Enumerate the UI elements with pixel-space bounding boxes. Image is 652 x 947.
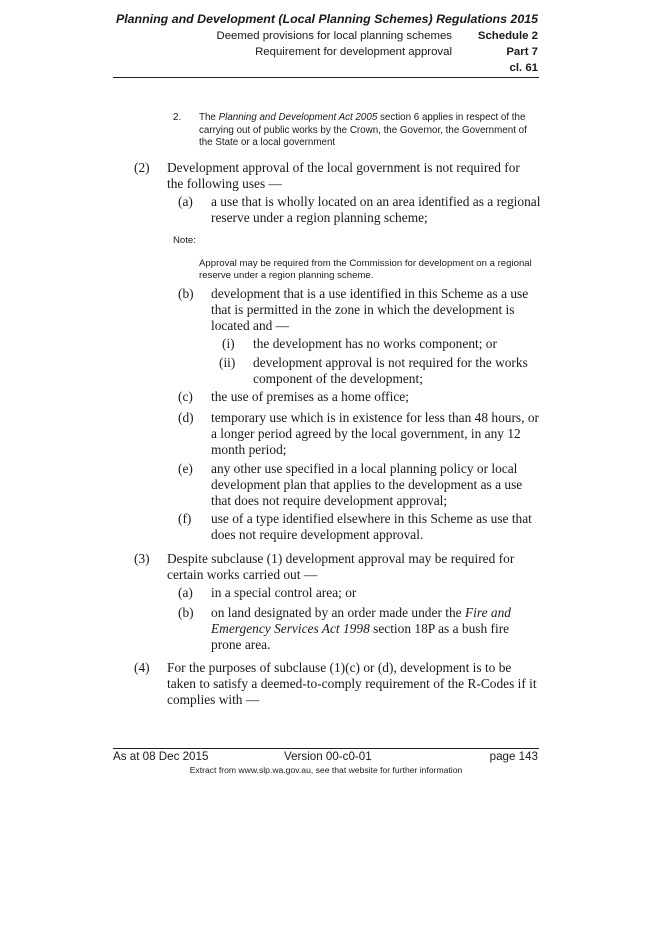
- paragraph-label: (a): [178, 194, 193, 209]
- note-text: Approval may be required from the Commission for development on a regional reserve under a region planning scheme.: [199, 258, 532, 282]
- subclause-label: (2): [134, 160, 150, 175]
- document-title: Planning and Development (Local Planning Schemes) Regulations 2015: [115, 12, 538, 26]
- note-number: 2.: [173, 112, 182, 123]
- subclause-label: (4): [134, 660, 150, 675]
- subparagraph-text: development approval is not required for the works component of the development;: [253, 355, 528, 386]
- header-part-description: Requirement for development approval: [255, 46, 452, 58]
- paragraph-label: (c): [178, 389, 193, 404]
- paragraph-text: use of a type identified elsewhere in this Scheme as use that does not require development approval.: [211, 511, 532, 542]
- footer-rule: [113, 748, 539, 749]
- paragraph-label: (f): [178, 511, 192, 526]
- footer-page-number: page 143: [489, 750, 538, 763]
- paragraph-label: (b): [178, 286, 194, 301]
- note-heading: Note:: [173, 235, 196, 246]
- subparagraph-text: the development has no works component; or: [253, 336, 497, 351]
- paragraph-text: on land designated by an order made under the Fire and Emergency Services Act 1998 section 18P as a bush fire prone area.: [211, 605, 511, 652]
- paragraph-text: the use of premises as a home office;: [211, 389, 409, 404]
- subparagraph-label: (i): [222, 336, 235, 351]
- act-name: Planning and Development Act 2005: [218, 112, 378, 123]
- header-part-number: Part 7: [506, 46, 538, 58]
- paragraph-text: in a special control area; or: [211, 585, 357, 600]
- subclause-label: (3): [134, 551, 150, 566]
- header-schedule-description: Deemed provisions for local planning schemes: [216, 30, 452, 42]
- paragraph-label: (b): [178, 605, 194, 620]
- header-clause-number: cl. 61: [509, 62, 538, 74]
- subclause-text: Despite subclause (1) development approval may be required for certain works carried out —: [167, 551, 515, 582]
- header-rule: [113, 77, 539, 78]
- act-name: Fire and Emergency Services Act 1998: [211, 605, 511, 636]
- paragraph-label: (a): [178, 585, 193, 600]
- paragraph-label: (e): [178, 461, 193, 476]
- paragraph-label: (d): [178, 410, 194, 425]
- subparagraph-label: (ii): [219, 355, 236, 370]
- paragraph-text: temporary use which is in existence for less than 48 hours, or a longer period agreed by the local government, in any 12 month period;: [211, 410, 539, 457]
- paragraph-text: development that is a use identified in this Scheme as a use that is permitted in the zone in which the development is located and —: [211, 286, 529, 333]
- footer-extract-note: Extract from www.slp.wa.gov.au, see that website for further information: [189, 765, 463, 775]
- footer-version: Version 00-c0-01: [284, 750, 372, 763]
- footer-date: As at 08 Dec 2015: [113, 750, 209, 763]
- note-text: The Planning and Development Act 2005 section 6 applies in respect of the carrying out of public works by the Crown, the Governor, the Government of the State or a local government: [199, 112, 527, 149]
- paragraph-text: any other use specified in a local planning policy or local development plan that applies to the development as a use that does not require development approval;: [211, 461, 523, 508]
- subclause-text: For the purposes of subclause (1)(c) or (d), development is to be taken to satisfy a deemed-to-comply requirement of the R-Codes if it complies with —: [167, 660, 537, 707]
- subclause-text: Development approval of the local government is not required for the following uses —: [167, 160, 520, 191]
- header-schedule-number: Schedule 2: [477, 30, 538, 42]
- paragraph-text: a use that is wholly located on an area identified as a regional reserve under a region planning scheme;: [211, 194, 541, 225]
